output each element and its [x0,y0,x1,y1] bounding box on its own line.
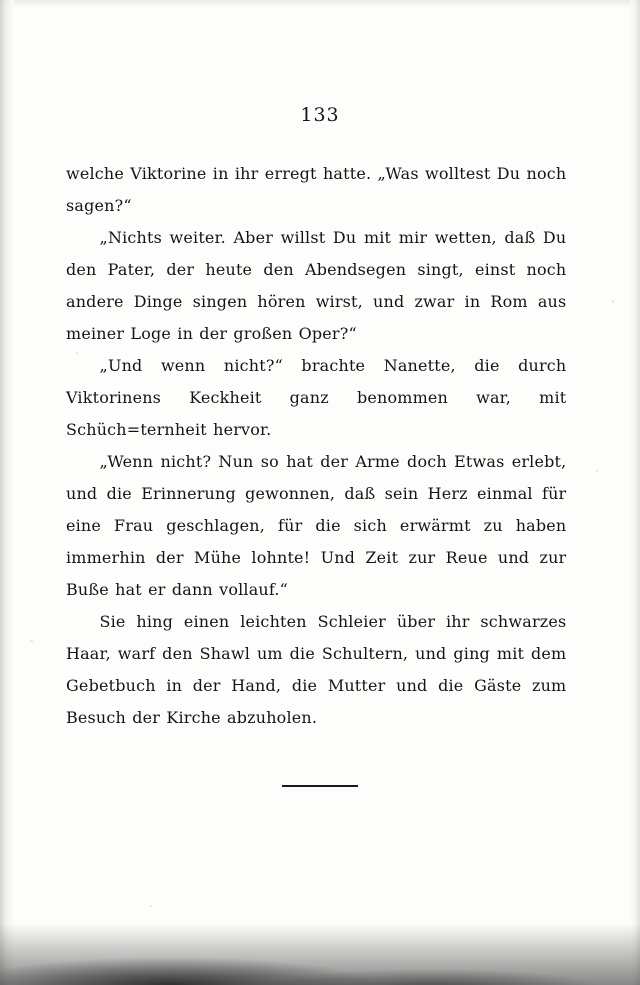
body-text [66,158,574,734]
paragraph: welche Viktorine in ihr erregt hatte. „Was wolltest Du noch sagen?“ [66,164,567,215]
paragraph: „Und wenn nicht?“ brachte Nanette, die durch Viktorinens Keckheit ganz benommen war, mit Schüch=ternheit hervor. [66,356,567,439]
paragraph: „Nichts weiter. Aber willst Du mit mir wetten, daß Du den Pater, der heute den Abendsegen singt, einst noch andere Dinge singen hören wirst, und zwar in Rom aus meiner Loge in der großen Oper?“ [66,228,567,343]
section-end-ornament [0,772,640,791]
paper-speckle [76,352,78,354]
paper-speckle [150,905,152,907]
paragraph: Sie hing einen leichten Schleier über ihr schwarzes Haar, warf den Shawl um die Schultern, und ging mit dem Gebetbuch in der Hand, die Mutter und die Gäste zum Besuch der Kirche abzuholen. [66,612,567,727]
paper-speckle [30,640,33,642]
paper-speckle [612,300,614,303]
paper-speckle [596,470,598,472]
scan-edge-top [0,0,640,8]
scan-edge-right [630,0,640,985]
horizontal-rule-icon [282,785,358,787]
scan-edge-left [0,0,14,985]
paragraph: „Wenn nicht? Nun so hat der Arme doch Etwas erlebt, und die Erinnerung gewonnen, daß sein Herz einmal für eine Frau geschlagen, für die sich erwärmt zu haben immerhin der Mühe lohnte! Und Zeit zur Reue und zur Buße hat er dann vollauf.“ [66,452,567,599]
scan-edge-bottom [0,923,640,985]
page-number: 133 [300,104,340,126]
